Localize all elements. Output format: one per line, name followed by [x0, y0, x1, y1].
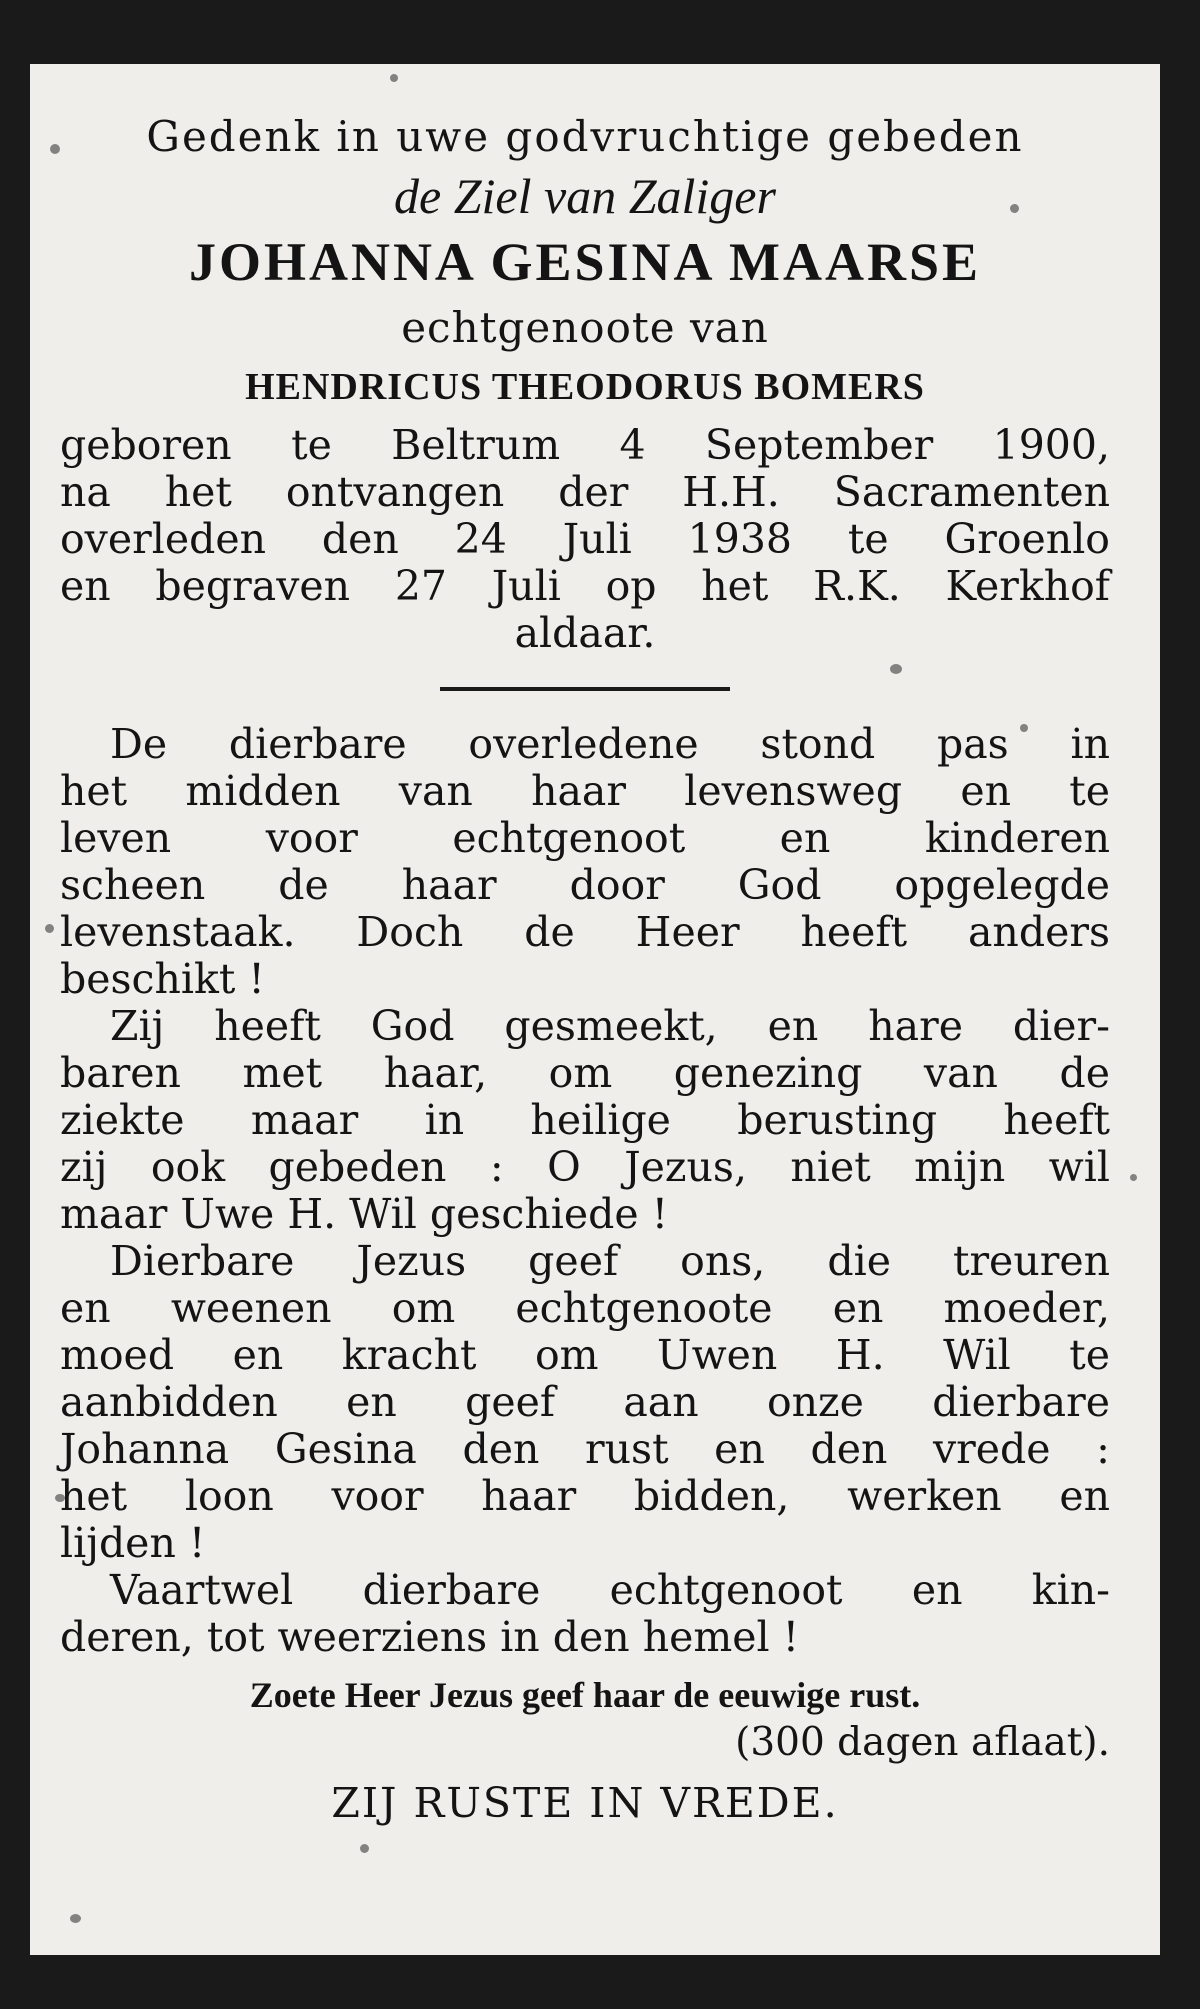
paragraph-line: leven voor echtgenoot en kinderen — [60, 814, 1110, 862]
indulgence-line: (300 dagen aflaat). — [735, 1720, 1110, 1765]
paragraph-line: het loon voor haar bidden, werken en — [60, 1472, 1110, 1520]
paragraph-1 — [60, 721, 1110, 1003]
print-speck — [360, 1844, 369, 1853]
paragraph-line: Johanna Gesina den rust en den vrede : — [60, 1425, 1110, 1473]
detail-line: overleden den 24 Juli 1938 te Groenlo — [60, 515, 1110, 563]
detail-line: geboren te Beltrum 4 September 1900, — [60, 421, 1110, 469]
print-speck — [70, 1914, 81, 1923]
paragraph-3 — [60, 1238, 1110, 1567]
life-details — [60, 422, 1110, 657]
print-speck — [390, 74, 398, 82]
detail-line: en begraven 27 Juli op het R.K. Kerkhof — [60, 562, 1110, 610]
mourning-border-bottom — [0, 1955, 1200, 2009]
paragraph-line: ziekte maar in heilige berusting heeft — [60, 1096, 1110, 1144]
paragraph-line: Vaartwel dierbare echtgenoot en kin- — [110, 1566, 1110, 1614]
detail-line: na het ontvangen der H.H. Sacramenten — [60, 468, 1110, 516]
mourning-border-top — [0, 0, 1200, 64]
paragraph-line-last: lijden ! — [60, 1519, 206, 1567]
paragraph-line: zij ook gebeden : O Jezus, niet mijn wil — [60, 1143, 1110, 1191]
paragraph-line: en weenen om echtgenoote en moeder, — [60, 1284, 1110, 1332]
prayer-line: Zoete Heer Jezus geef haar de eeuwige rust. — [249, 1675, 921, 1715]
paragraph-line: Zij heeft God gesmeekt, en hare dier- — [110, 1002, 1110, 1050]
divider-rule — [440, 687, 730, 691]
paragraph-line: het midden van haar levensweg en te — [60, 767, 1110, 815]
paragraph-line: scheen de haar door God opgelegde — [60, 861, 1110, 909]
soul-line: de Ziel van Zaliger — [394, 168, 776, 224]
paragraph-2 — [60, 1003, 1110, 1238]
print-speck — [45, 924, 54, 933]
spouse-name: HENDRICUS THEODORUS BOMERS — [245, 366, 925, 408]
mourning-border-right — [1160, 0, 1200, 2009]
paragraph-line: moed en kracht om Uwen H. Wil te — [60, 1331, 1110, 1379]
paragraph-line: aanbidden en geef aan onze dierbare — [60, 1378, 1110, 1426]
paragraph-line-last: deren, tot weerziens in den hemel ! — [60, 1613, 800, 1661]
paragraph-line-last: beschikt ! — [60, 955, 265, 1003]
mourning-border-left — [0, 0, 30, 2009]
spouse-label: echtgenoote van — [401, 303, 769, 352]
paragraph-line-last: maar Uwe H. Wil geschiede ! — [60, 1190, 669, 1238]
paragraph-line: levenstaak. Doch de Heer heeft anders — [60, 908, 1110, 956]
paragraph-line: De dierbare overledene stond pas in — [110, 720, 1110, 768]
intro-line: Gedenk in uwe godvruchtige gebeden — [146, 112, 1024, 161]
detail-line-last: aldaar. — [514, 609, 656, 657]
print-speck — [50, 144, 60, 154]
card-text — [60, 108, 1110, 1839]
paragraph-line: baren met haar, om genezing van de — [60, 1049, 1110, 1097]
paragraph-4 — [60, 1567, 1110, 1661]
deceased-name: JOHANNA GESINA MAARSE — [188, 232, 982, 292]
rest-in-peace-line: ZIJ RUSTE IN VREDE. — [331, 1779, 839, 1827]
print-speck — [1130, 1174, 1137, 1181]
paragraph-line: Dierbare Jezus geef ons, die treuren — [110, 1237, 1110, 1285]
